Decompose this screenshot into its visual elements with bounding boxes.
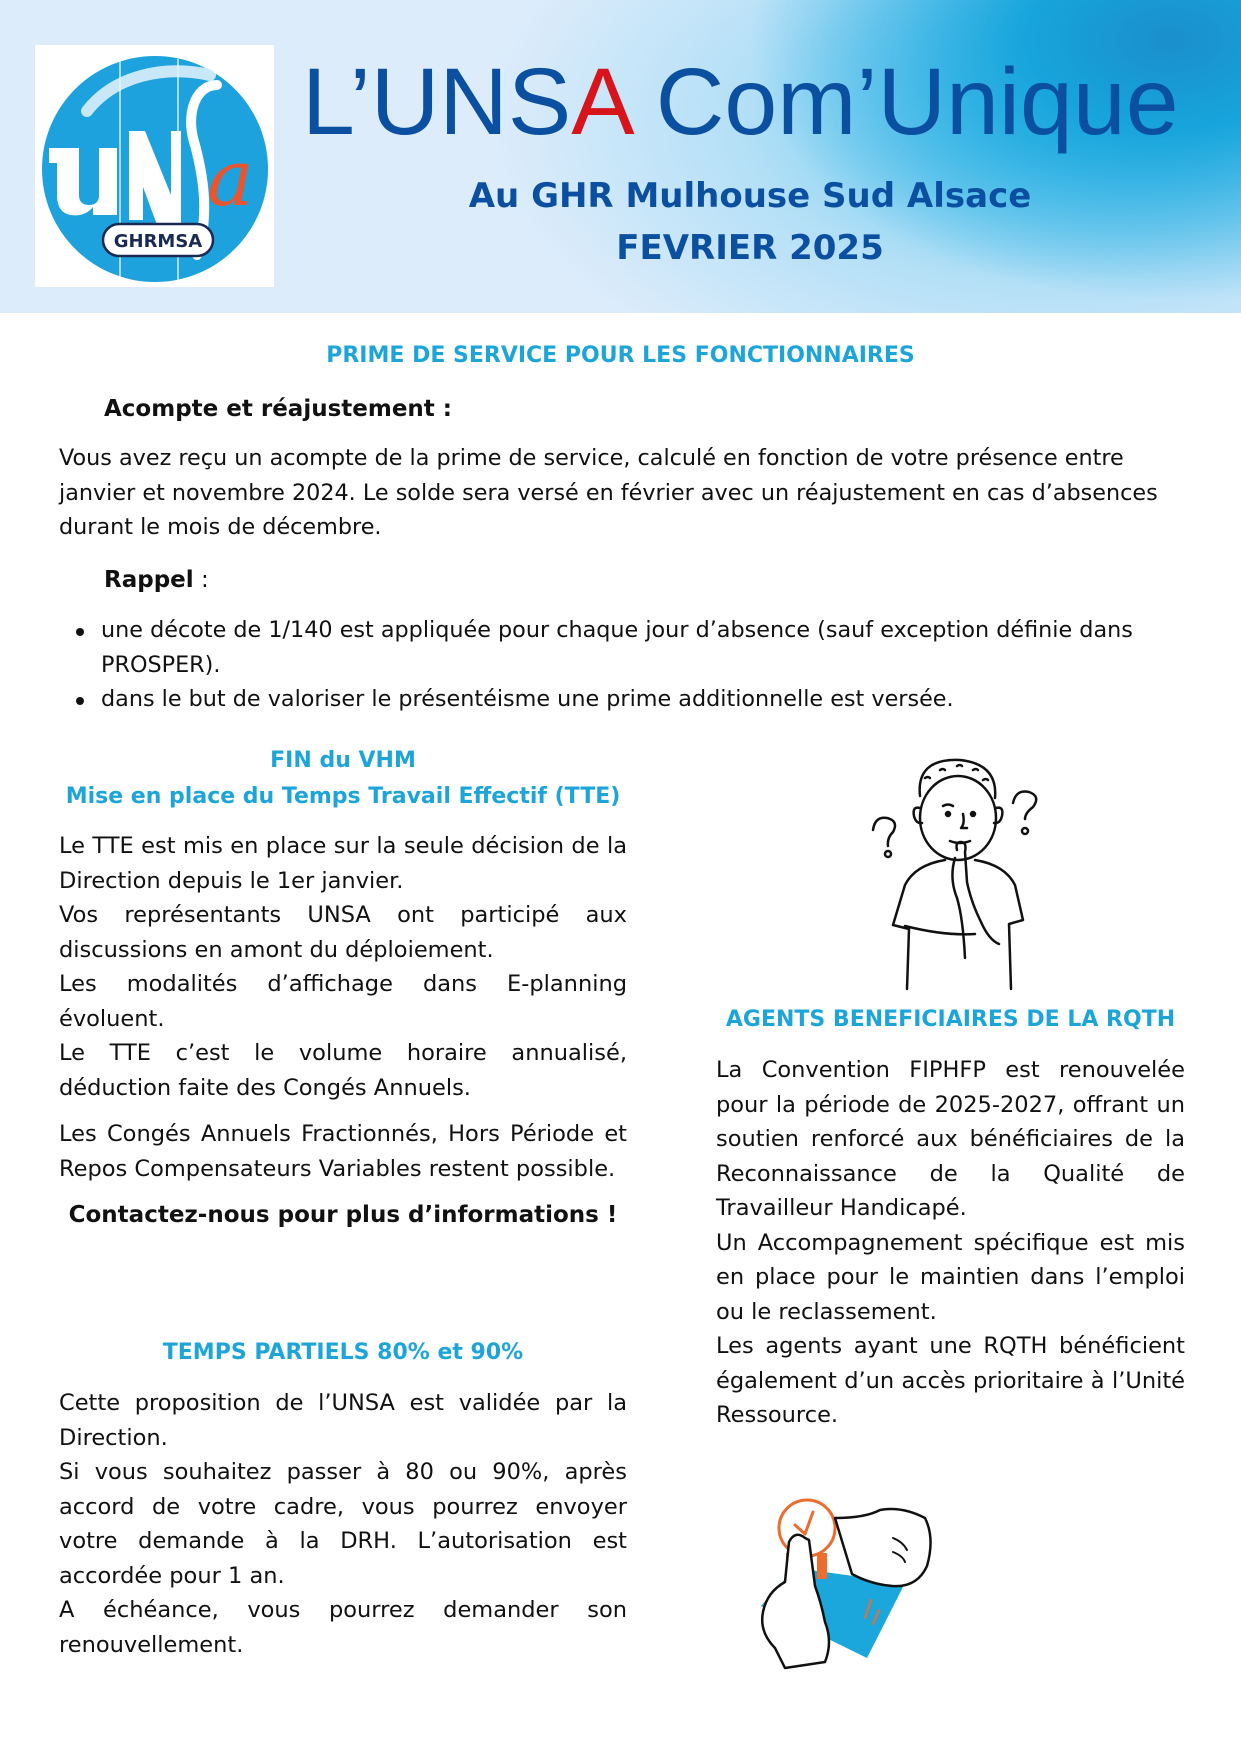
- bullet-item: dans le but de valoriser le présentéisme une prime additionnelle est versée.: [59, 682, 1186, 717]
- title-accent-letter: A: [571, 49, 630, 155]
- subtitle-organization: Au GHR Mulhouse Sud Alsace: [468, 176, 1032, 216]
- section-temps-partiels-title: TEMPS PARTIELS 80% et 90%: [162, 1340, 524, 1365]
- section-rqth-title: AGENTS BENEFICIAIRES DE LA RQTH: [725, 1007, 1176, 1032]
- temps-partiels-paragraph: A échéance, vous pourrez demander son renouvellement.: [59, 1597, 627, 1658]
- title-part2: Com’Unique: [629, 49, 1179, 155]
- section-rqth-body: [716, 1053, 1185, 1433]
- tte-paragraph: Les modalités d’affichage dans E-planning évoluent.: [59, 971, 627, 1032]
- rqth-paragraph: Les agents ayant une RQTH bénéficient également d’un accès prioritaire à l’Unité Ressource.: [716, 1333, 1185, 1428]
- hand-wristwatch-icon: [755, 1478, 940, 1673]
- section-prime-title-wrap: [0, 343, 1241, 368]
- unsa-ghrmsa-logo: [35, 45, 274, 287]
- temps-partiels-paragraph: Si vous souhaitez passer à 80 ou 90%, après accord de votre cadre, vous pourrez envoyer votre demande à la DRH. L’autorisation est accordée pour 1 an.: [59, 1459, 627, 1589]
- temps-partiels-paragraph: Cette proposition de l’UNSA est validée par la Direction.: [59, 1390, 627, 1451]
- bullet-item: une décote de 1/140 est appliquée pour chaque jour d’absence (sauf exception définie dans PROSPER).: [59, 613, 1186, 682]
- svg-text:GHRMSA: GHRMSA: [113, 231, 203, 252]
- rappel-bullet-list: [59, 613, 1186, 717]
- wristwatch-illustration: [755, 1478, 940, 1673]
- section-tte-title-line1: FIN du VHM: [270, 748, 416, 773]
- rappel-label: Rappel: [104, 567, 194, 593]
- tte-paragraph-conges: Les Congés Annuels Fractionnés, Hors Période et Repos Compensateurs Variables restent possible.: [59, 1121, 627, 1182]
- subtitle: [300, 170, 1200, 274]
- subheading-rappel: [104, 563, 209, 597]
- svg-text:a: a: [207, 134, 254, 224]
- contact-callout: Contactez-nous pour plus d’informations !: [68, 1202, 618, 1228]
- section-tte: [59, 743, 627, 1232]
- section-temps-partiels: [59, 1336, 627, 1662]
- section-temps-partiels-body: [59, 1386, 627, 1662]
- subtitle-date: FEVRIER 2025: [616, 228, 884, 268]
- thinking-person-illustration: [865, 748, 1050, 993]
- section-tte-body: [59, 829, 627, 1105]
- thinking-person-icon: [865, 748, 1050, 993]
- section-rqth: [716, 1003, 1185, 1433]
- section-prime-title: PRIME DE SERVICE POUR LES FONCTIONNAIRES: [326, 343, 915, 368]
- tte-paragraph: Vos représentants UNSA ont participé aux discussions en amont du déploiement.: [59, 902, 627, 963]
- rappel-colon: :: [193, 567, 209, 593]
- tte-paragraph: Le TTE c’est le volume horaire annualisé, déduction faite des Congés Annuels.: [59, 1040, 627, 1101]
- tte-paragraph: Le TTE est mis en place sur la seule décision de la Direction depuis le 1er janvier.: [59, 833, 627, 894]
- rqth-paragraph: Un Accompagnement spécifique est mis en place pour le maintien dans l’emploi ou le reclassement.: [716, 1229, 1185, 1325]
- newsletter-title: [302, 42, 1232, 162]
- section-prime-paragraph: Vous avez reçu un acompte de la prime de service, calculé en fonction de votre présence entre janvier et novembre 2024. Le solde sera versé en février avec un réajustement en cas d’absences durant le mois de décembre.: [59, 445, 1158, 540]
- section-prime-paragraph-wrap: [59, 441, 1186, 545]
- header-banner: [0, 0, 1241, 313]
- unsa-logo-icon: [35, 45, 274, 287]
- title-part1: L’UNS: [302, 49, 572, 155]
- rqth-paragraph: La Convention FIPHFP est renouvelée pour la période de 2025-2027, offrant un soutien renforcé aux bénéficiaires de la Reconnaissance de la Qualité de Travailleur Handicapé.: [716, 1057, 1185, 1221]
- section-tte-title-line2: Mise en place du Temps Travail Effectif (TTE): [65, 784, 621, 809]
- subheading-acompte: Acompte et réajustement :: [104, 396, 453, 422]
